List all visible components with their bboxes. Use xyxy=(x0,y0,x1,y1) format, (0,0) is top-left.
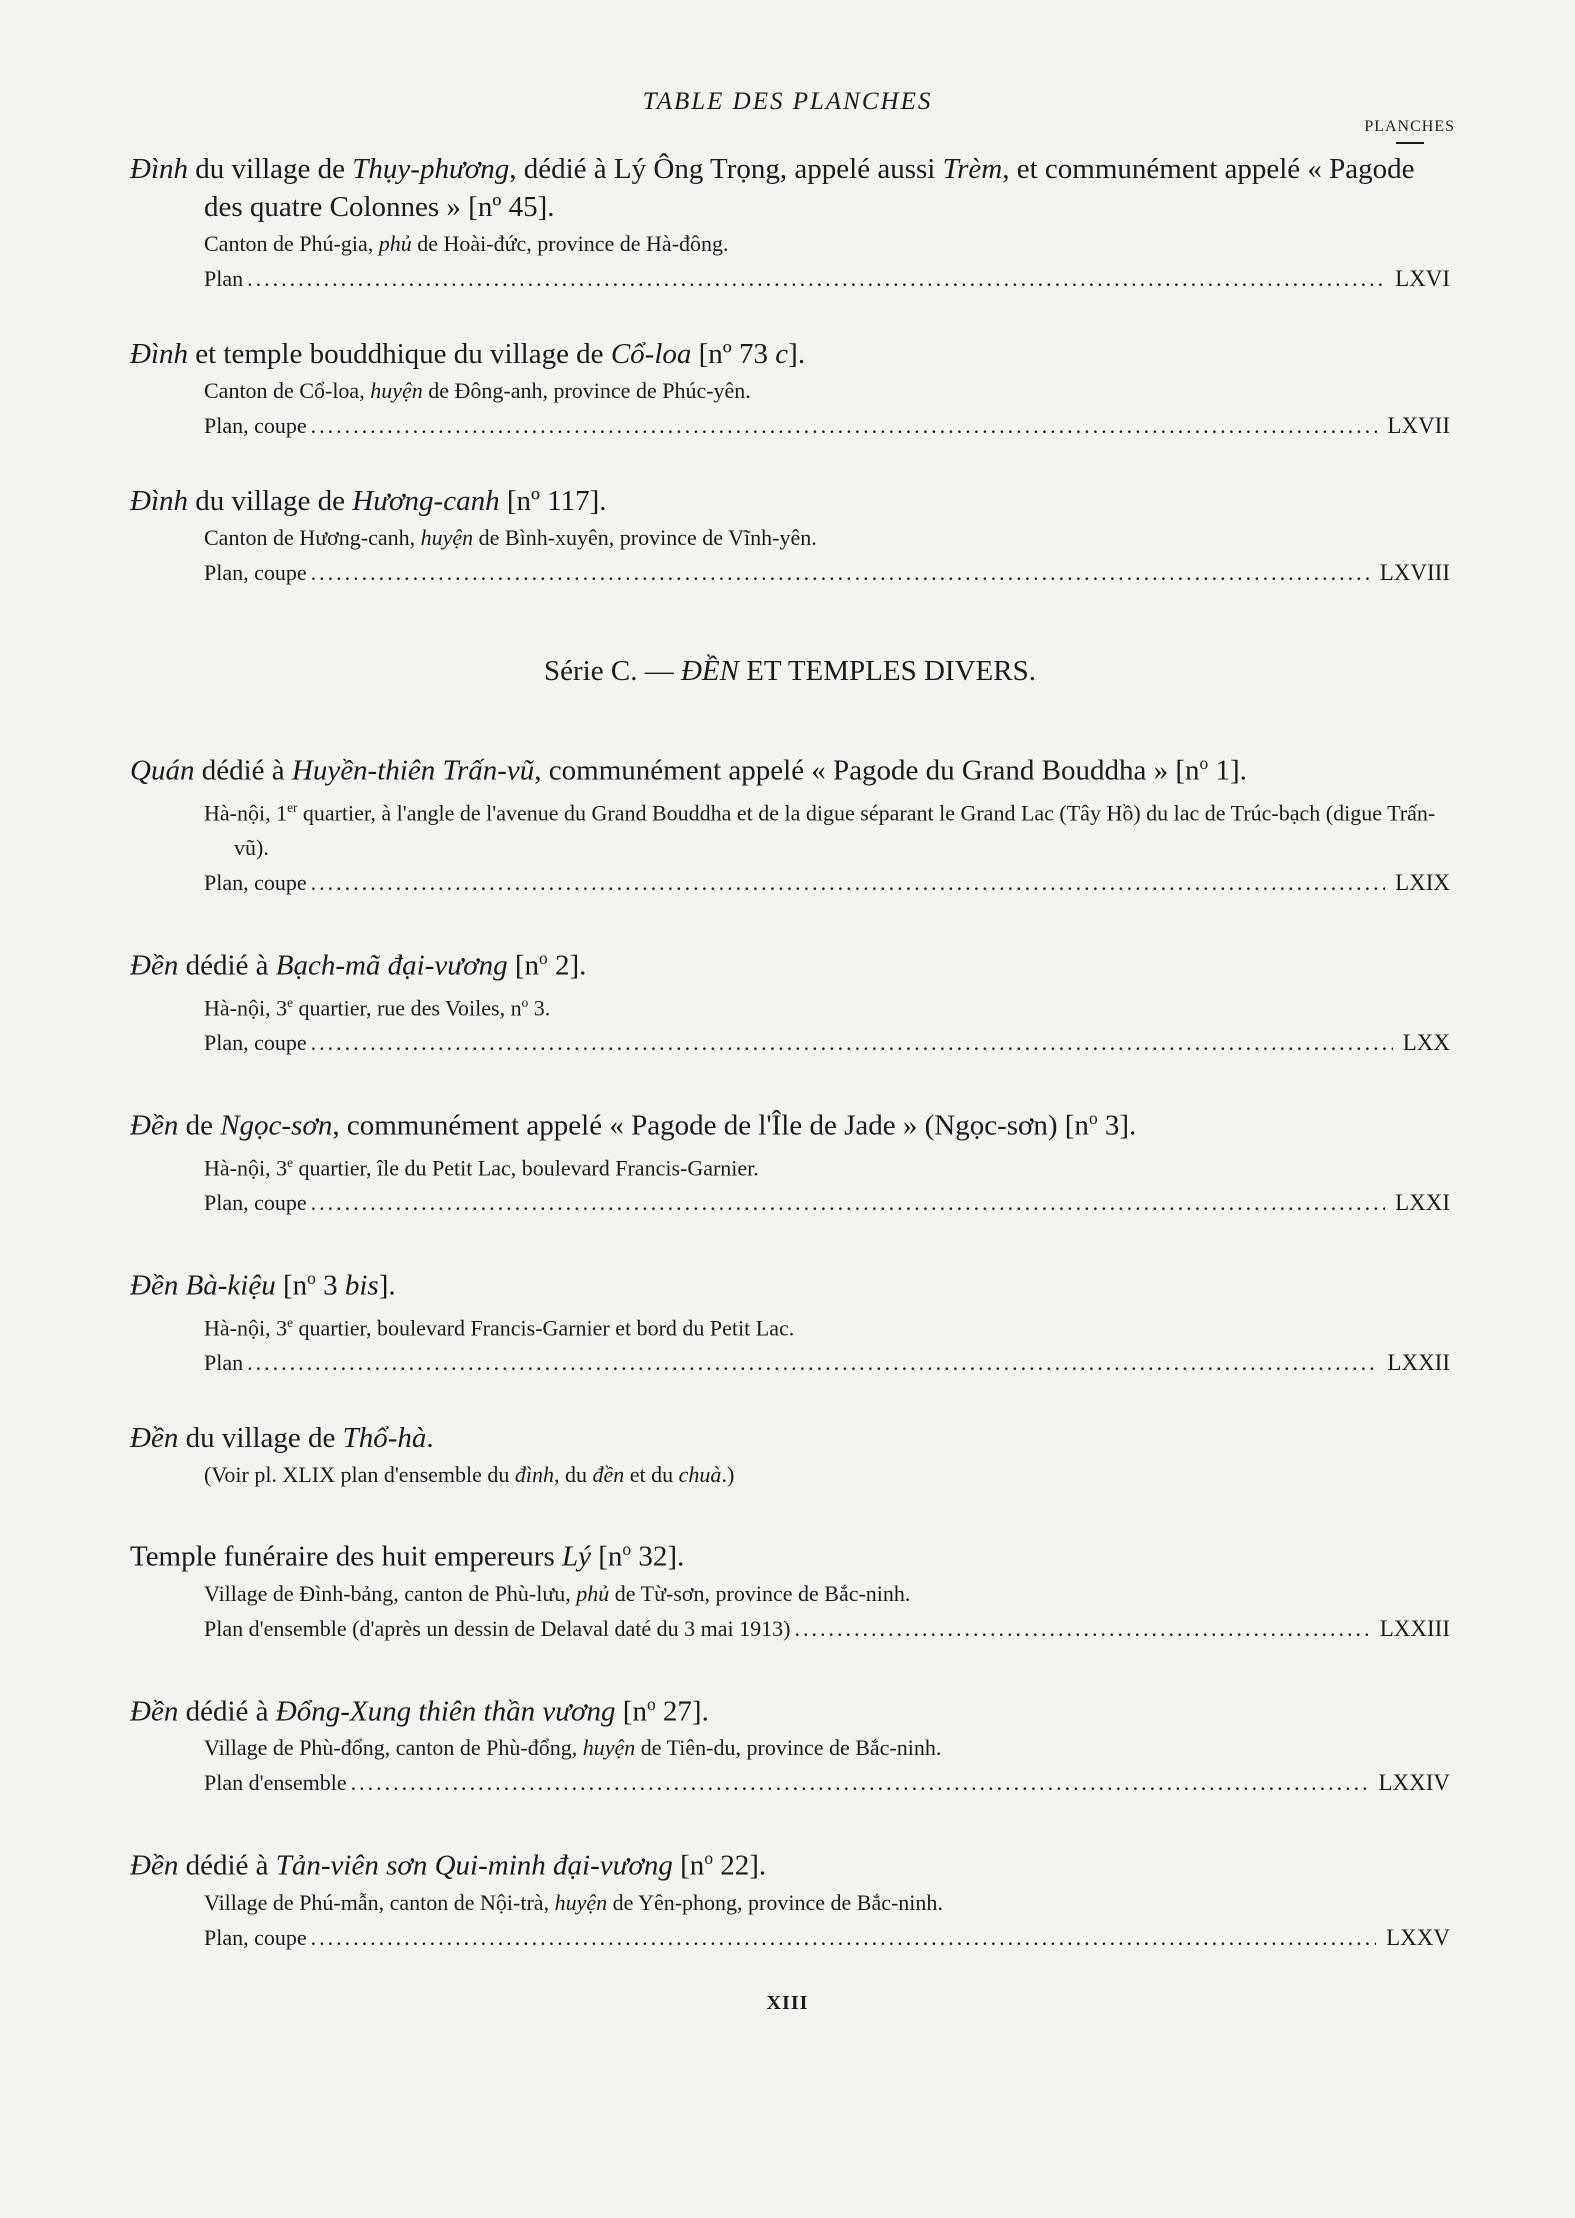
dot-leader xyxy=(311,1185,1385,1221)
entry-location xyxy=(130,520,1450,555)
location-text: Canton de Cổ-loa, xyxy=(204,378,371,403)
running-head: TABLE DES PLANCHES xyxy=(642,88,933,115)
series-heading xyxy=(130,655,1450,688)
entry-type: Đình xyxy=(130,338,188,370)
entry-heading: Đền de Ngọc-sơn, communément appelé « Pagode de l'Île de Jade » (Ngọc-sơn) [$n^o$ 3]. xyxy=(130,1107,1137,1142)
entry-place: Hương-canh xyxy=(352,485,500,517)
entry-text: , et communément appelé « Pagode des quatre Colonnes » [nº 45]. xyxy=(204,153,1415,223)
plate-number: LXXI xyxy=(1395,1189,1450,1215)
plan-line xyxy=(130,1025,1450,1061)
dot-leader xyxy=(311,1025,1393,1061)
plan-label: Plan, coupe xyxy=(204,1029,307,1055)
plate-number: LXIX xyxy=(1395,869,1450,895)
plan-line xyxy=(130,1920,1450,1956)
location-italic: huyện xyxy=(420,525,474,550)
plate-number: LXXIII xyxy=(1379,1615,1450,1641)
column-label xyxy=(1364,118,1455,144)
entry-heading: Đền dédié à Đổng-Xung thiên thần vương [$n^o$ 27]. xyxy=(130,1693,709,1728)
entry-location xyxy=(130,373,1450,408)
entry-location: Village de Đình-bảng, canton de Phù-lưu, phủ de Từ-sơn, province de Bắc-ninh. xyxy=(204,1580,911,1606)
plan-line xyxy=(130,555,1450,591)
plate-entry xyxy=(130,1530,1450,1647)
plate-entry xyxy=(130,335,1450,444)
entry-type: Đình xyxy=(130,153,188,185)
entry-italic: c xyxy=(775,338,789,370)
series-prefix: Série C. — xyxy=(544,655,681,687)
location-text: de Đông-anh, province de Phúc-yên. xyxy=(422,378,751,403)
section-dinh xyxy=(130,150,1450,591)
entry-heading xyxy=(130,482,1450,520)
table-body xyxy=(130,150,1450,1994)
plate-number: LXX xyxy=(1402,1029,1450,1055)
plan-line xyxy=(130,1345,1450,1381)
plan-label: Plan, coupe xyxy=(204,1924,307,1950)
entry-heading: Temple funéraire des huit empereurs Lý [$n^o$ 32]. xyxy=(130,1538,685,1573)
dot-leader xyxy=(311,1920,1376,1956)
plate-number: LXXV xyxy=(1386,1924,1450,1950)
plan-label: Plan xyxy=(204,1349,244,1375)
plan-line xyxy=(130,1611,1450,1647)
entry-text: du village de xyxy=(188,485,353,517)
plan-label: Plan, coupe xyxy=(204,1189,307,1215)
entry-heading: Đền du village de Thổ-hà. xyxy=(130,1421,434,1454)
entry-text: [nº 73 xyxy=(691,338,776,370)
plate-number: LXVII xyxy=(1387,413,1450,438)
entry-location: Hà-nội, 3e quartier, boulevard Francis-Garnier et bord du Petit Lac. xyxy=(204,1314,795,1340)
location-text: de Bình-xuyên, province de Vĩnh-yên. xyxy=(473,525,817,550)
entry-location: Village de Phú-mẫn, canton de Nội-trà, huyện de Yên-phong, province de Bắc-ninh. xyxy=(204,1889,943,1915)
plan-line xyxy=(130,408,1450,444)
series-italic: ĐỀN xyxy=(680,655,739,687)
plate-entry xyxy=(130,150,1450,297)
dot-leader xyxy=(247,261,1385,297)
plan-label: Plan d'ensemble xyxy=(204,1770,347,1796)
entry-text: du village de xyxy=(188,153,353,185)
plate-entry xyxy=(130,1099,1450,1221)
plate-entry xyxy=(130,939,1450,1061)
entry-heading xyxy=(130,335,1450,373)
entry-heading: Quán dédié à Huyền-thiên Trấn-vũ, communément appelé « Pagode du Grand Bouddha » [$n^o$ 1]. xyxy=(130,753,1247,787)
location-text: Canton de Hương-canh, xyxy=(204,525,421,550)
entry-heading: Đền dédié à Tản-viên sơn Qui-minh đại-vương [$n^o$ 22]. xyxy=(130,1848,767,1882)
dot-leader xyxy=(247,1345,1377,1381)
entry-heading xyxy=(130,150,1450,226)
dot-leader xyxy=(351,1765,1369,1801)
entry-location: Hà-nội, 3e quartier, île du Petit Lac, boulevard Francis-Garnier. xyxy=(204,1154,759,1180)
column-label-rule xyxy=(1396,142,1424,144)
entry-location: Village de Phù-đổng, canton de Phù-đổng, huyện de Tiên-du, province de Bắc-ninh. xyxy=(204,1735,942,1761)
dot-leader xyxy=(311,408,1378,444)
plate-entry xyxy=(130,1419,1450,1492)
plan-label: Plan, coupe xyxy=(204,413,307,438)
location-text: de Hoài-đức, province de Hà-đông. xyxy=(411,231,729,256)
location-italic: phủ xyxy=(378,231,412,256)
page-number: XIII xyxy=(766,1992,809,2014)
plan-label: Plan xyxy=(204,266,244,291)
section-den xyxy=(130,744,1450,1956)
entry-text: ]. xyxy=(788,338,806,370)
entry-location: Hà-nội, 3e quartier, rue des Voiles, $n^o$ 3. xyxy=(204,994,551,1020)
plan-label: Plan d'ensemble (d'après un dessin de Delaval daté du 3 mai 1913) xyxy=(204,1615,791,1641)
location-text: Canton de Phú-gia, xyxy=(204,231,379,256)
entry-heading: Đền dédié à Bạch-mã đại-vương [$n^o$ 2]. xyxy=(130,947,587,982)
location-italic: huyện xyxy=(370,378,423,403)
entry-type: Đình xyxy=(130,485,188,517)
plan-line xyxy=(130,1765,1450,1801)
plate-entry xyxy=(130,744,1450,901)
plate-entry xyxy=(130,482,1450,591)
plate-number: LXVIII xyxy=(1379,560,1450,585)
entry-place: Thụy-phương xyxy=(352,153,510,185)
dot-leader xyxy=(795,1611,1370,1647)
plan-line xyxy=(130,261,1450,297)
plan-line xyxy=(130,1185,1450,1221)
entry-place: Cổ-loa xyxy=(610,338,692,370)
plate-entry xyxy=(130,1839,1450,1956)
dot-leader xyxy=(311,555,1370,591)
plate-entry xyxy=(130,1685,1450,1802)
entry-text: et temple bouddhique du village de xyxy=(188,338,611,370)
column-label-text: PLANCHES xyxy=(1364,118,1455,135)
plan-label: Plan, coupe xyxy=(204,560,307,585)
plate-number: LXXII xyxy=(1387,1349,1450,1375)
dot-leader xyxy=(311,865,1385,901)
entry-italic: Trèm xyxy=(942,153,1003,185)
entry-text: , dédié à Lý Ông Trọng, appelé aussi xyxy=(509,153,943,185)
plan-label: Plan, coupe xyxy=(204,869,307,895)
plate-number: LXXIV xyxy=(1378,1770,1450,1796)
series-suffix: ET TEMPLES DIVERS. xyxy=(738,655,1036,687)
entry-text: [nº 117]. xyxy=(499,485,607,517)
entry-location: (Voir pl. XLIX plan d'ensemble du đình, du đền et du chuà.) xyxy=(204,1461,735,1487)
entry-location: Hà-nội, 1er quartier, à l'angle de l'avenue du Grand Bouddha et de la digue séparant le Grand Lac (Tây Hồ) du lac de Trúc-bạch (digue Trấn-vũ). xyxy=(204,799,1436,860)
plate-number: LXVI xyxy=(1395,266,1450,291)
plate-entry xyxy=(130,1259,1450,1381)
entry-location xyxy=(130,226,1450,261)
entry-heading: Đền Bà-kiệu [$n^o$ 3 bis]. xyxy=(130,1267,396,1302)
plan-line xyxy=(130,865,1450,901)
